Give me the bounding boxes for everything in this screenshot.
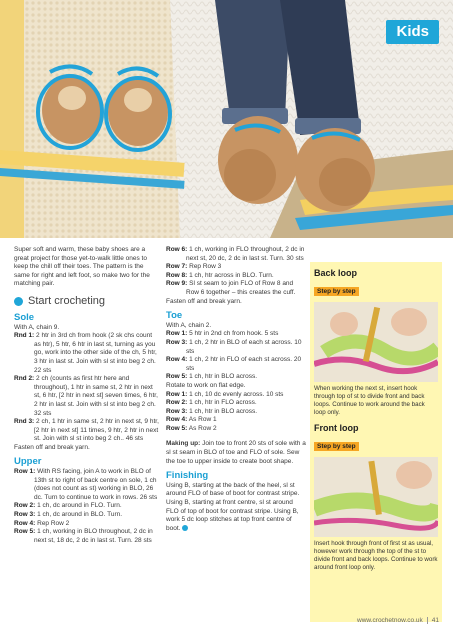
back-loop-photo	[314, 302, 438, 382]
start-crocheting-heading	[14, 297, 160, 306]
upper-row: Row 2: 1 ch, dc around in FLO. Turn.	[14, 502, 122, 510]
footer-url: www.crochetnow.co.uk	[357, 617, 423, 625]
sole-row: Rnd 1: 2 htr in 3rd ch from hook (2 sk chs count as htr), 5 htr, 6 htr in last st, turning as you go, work into the other side of the ch, 5 htr, 3 htr in last st. Join with sl st into beg 2 ch. 22 sts	[14, 332, 157, 374]
finishing-paragraph: Using B, starting at the back of the heel, sl st around FLO of base of boot for contrast stripe. Using B, starting at front centre, sl st around FLO of top of boot for contrast stripe. Using B, work 5 dc loop stitches at top front centre of boot.	[166, 481, 300, 532]
upper-row: Row 7: Rep Row 3	[166, 263, 222, 271]
upper-closing: Fasten off and break yarn.	[166, 297, 242, 305]
sole-heading: Sole	[14, 311, 35, 323]
toe-row: Row 5: 1 ch, htr in BLO across.	[166, 373, 258, 381]
sole-lead: With A, chain 9.	[14, 323, 60, 331]
hero-photo	[0, 0, 453, 238]
front-loop-text: Insert hook through front of first st as usual, however work through the top of the st to divide front and back loops. Continue to work around front loop only.	[314, 540, 438, 571]
sole-row: Rnd 3: 2 ch, 1 htr in same st, 2 htr in next st, 9 htr, [2 htr in next st] 11 times, 9 htr, 2 htr in next st. Join with sl st into beg 2 ch.. 46 sts	[14, 418, 159, 443]
sole-row: Rnd 2: 2 ch (counts as first htr here and throughout), 1 htr in same st, 2 htr in next st, 6 htr, [2 htr in next st] seven times, 6 htr, 2 htr in last st. Join with sl st into beg 2 ch. 32 sts	[14, 375, 158, 417]
section-tab-kids: Kids	[386, 20, 439, 44]
upper-row: Row 6: 1 ch, working in FLO throughout, 2 dc in next st, 20 dc, 2 dc in last st. Turn. 30 sts	[166, 246, 305, 262]
footer-divider	[427, 617, 428, 624]
back-loop-illustration	[314, 302, 438, 382]
back-loop-badge: Step by step	[314, 287, 359, 296]
upper-row: Row 9: Sl st seam to join FLO of Row 8 and Row 6 together – this creates the cuff.	[166, 280, 296, 296]
back-loop-text: When working the next st, insert hook through top of st to divide front and back loops. Continue to work around the back loop only.	[314, 385, 425, 416]
toe-row: Row 3: 1 ch, 2 htr in BLO of each st across. 10 sts	[166, 338, 302, 355]
toe-row: Row 1: 5 htr in 2nd ch from hook. 5 sts	[166, 330, 279, 338]
front-loop-photo	[314, 457, 438, 537]
toe-row: Row 1: 1 ch, 10 dc evenly across. 10 sts	[166, 390, 284, 398]
page-number: 41	[431, 617, 439, 625]
toe-row: Row 4: 1 ch, 2 htr in FLO of each st across. 20 sts	[166, 356, 302, 372]
end-dot-icon	[182, 525, 188, 531]
baby-shoes-photo	[0, 0, 453, 238]
column-1	[14, 246, 160, 545]
upper-row: Row 1: With RS facing, join A to work in BLO of 13th st to right of back centre on sole, 1 ch (does not count as st) working in BLO, 26 dc. Turn to continue to work in rows. 26 sts	[14, 468, 158, 501]
upper-row: Row 3: 1 ch, dc around in BLO. Turn.	[14, 511, 123, 519]
bullet-dot-icon	[14, 297, 23, 306]
front-loop-illustration	[314, 457, 438, 537]
finishing-heading: Finishing	[166, 470, 209, 482]
toe-row: Row 3: 1 ch, htr in BLO across.	[166, 407, 258, 415]
column-2	[166, 246, 306, 533]
front-loop-title: Front loop	[314, 423, 359, 433]
back-loop-title: Back loop	[314, 268, 358, 278]
toe-row: Row 4: As Row 1	[166, 416, 217, 424]
making-up-paragraph: Making up: Join toe to front 20 sts of sole with a sl st seam in BLO of toe and FLO of sole. Sew the toe to upper inside to create boot shape.	[166, 440, 306, 465]
toe-lead: With A, chain 2.	[166, 321, 212, 329]
sole-closing: Fasten off and break yarn.	[14, 443, 90, 451]
front-loop-badge: Step by step	[314, 442, 359, 451]
toe-rotate: Rotate to work on flat edge.	[166, 381, 246, 389]
toe-row: Row 5: As Row 2	[166, 424, 217, 432]
upper-row: Row 5: 1 ch, working in BLO throughout, 2 dc in next st, 18 dc, 2 dc in last st. Turn. 28 sts	[14, 528, 153, 544]
upper-row: Row 4: Rep Row 2	[14, 519, 70, 527]
toe-heading: Toe	[166, 310, 183, 322]
toe-row: Row 2: 1 ch, htr in FLO across.	[166, 399, 257, 407]
upper-row: Row 8: 1 ch, htr across in BLO. Turn.	[166, 271, 274, 279]
start-crocheting-title: Start crocheting	[28, 295, 106, 308]
page-footer	[357, 617, 439, 624]
technique-sidebar	[310, 262, 442, 625]
upper-heading: Upper	[14, 456, 42, 468]
intro-paragraph: Super soft and warm, these baby shoes are a great project for those yet-to-walk little ones to keep the chill off their toes. The pattern is the same for right and left foot, so make two for the matching pair.	[14, 246, 150, 288]
